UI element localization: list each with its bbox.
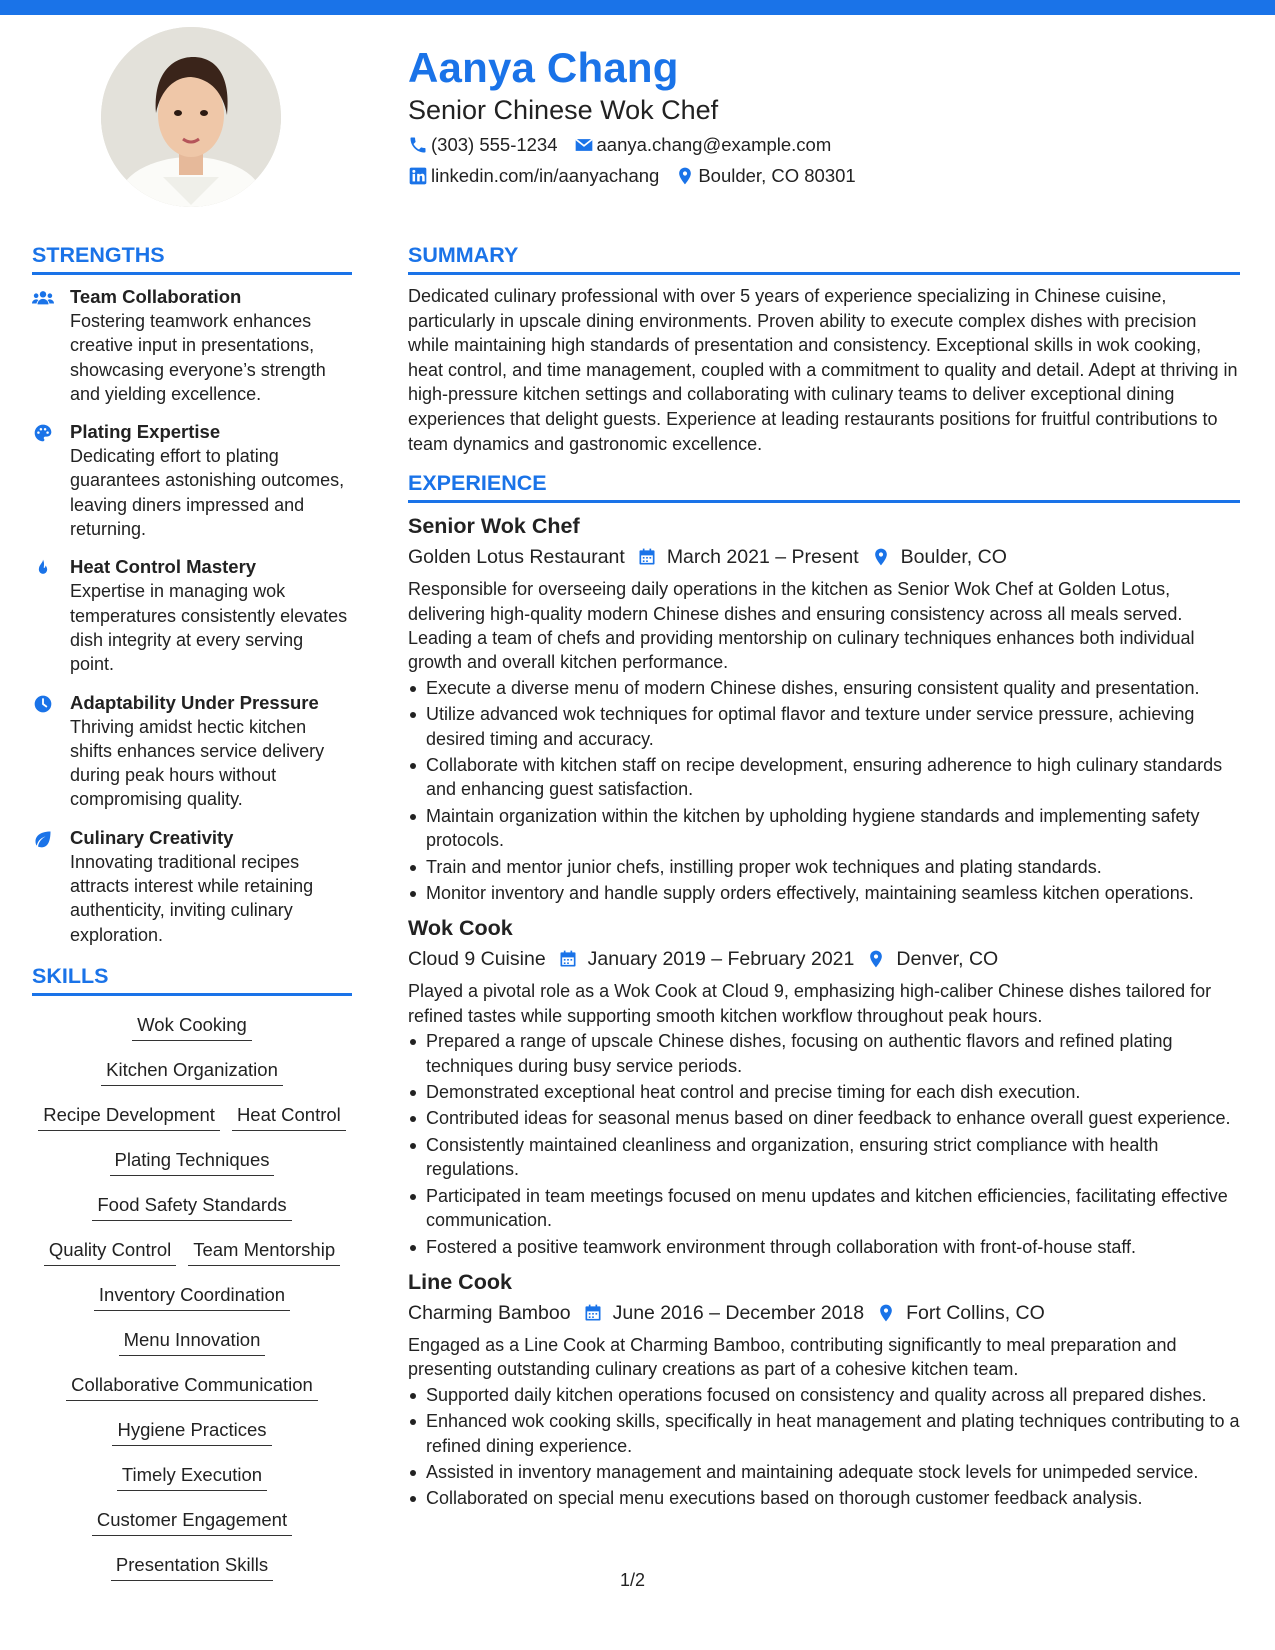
calendar-icon — [558, 949, 578, 969]
job-description: Played a pivotal role as a Wok Cook at Cloud 9, emphasizing high-caliber Chinese dishes tailored for refined tastes while supporting smooth kitchen workflow throughout peak hours. — [408, 981, 1212, 1026]
strength-item — [32, 285, 352, 406]
linkedin-contact — [408, 165, 659, 187]
strength-item — [32, 691, 352, 812]
job-description: Responsible for overseeing daily operations in the kitchen as Senior Wok Chef at Golden Lotus, delivering high-quality modern Chinese dishes and ensuring consistency across all meals served. Leading a team of chefs and providing mentorship on culinary techniques enhances both individual growth and overall kitchen performance. — [408, 579, 1195, 673]
skill-tag: Customer Engagement — [92, 1509, 292, 1536]
skills-heading: SKILLS — [32, 961, 352, 996]
job-bullet: Collaborate with kitchen staff on recipe development, ensuring adherence to high culinary standards and enhancing guest satisfaction. — [408, 753, 1240, 802]
job-company: Charming Bamboo — [408, 1301, 571, 1324]
candidate-title: Senior Chinese Wok Chef — [408, 95, 719, 125]
skill-tag: Presentation Skills — [111, 1554, 273, 1581]
skills-list — [32, 1008, 352, 1593]
email-link[interactable]: aanya.chang@example.com — [596, 134, 832, 155]
job-entry — [408, 512, 1240, 905]
summary-text: Dedicated culinary professional with over 5 years of experience specializing in Chinese cuisine, particularly in upscale dining environments. Proven ability to execute complex dishes with precision while maintaining high standards of presentation and consistency. Exceptional skills in wok cooking, heat control, and time management, coupled with a commitment to quality and detail. Adept at thriving in high-pressure kitchen settings and collaborating with culinary teams to deliver exceptional dining experiences that delight guests. Experience at leading restaurants positions for fruitful contributions to team dynamics and gastronomic excellence. — [408, 286, 1238, 454]
job-location: Boulder, CO — [900, 546, 1007, 569]
location-text: Boulder, CO 80301 — [698, 165, 856, 186]
strengths-list — [32, 285, 352, 947]
job-bullets — [408, 1029, 1240, 1259]
skill-tag: Food Safety Standards — [92, 1194, 291, 1221]
strength-item — [32, 555, 352, 676]
skill-tag: Hygiene Practices — [112, 1419, 271, 1446]
job-bullets — [408, 1383, 1240, 1511]
job-bullet: Supported daily kitchen operations focused on consistency and quality across all prepared dishes. — [408, 1383, 1240, 1407]
job-bullet: Utilize advanced wok techniques for optimal flavor and texture under service pressure, achieving desired timing and accuracy. — [408, 702, 1240, 751]
contact-row-1 — [408, 133, 1228, 157]
map-pin-icon — [871, 547, 891, 567]
job-location: Fort Collins, CO — [906, 1301, 1045, 1324]
strength-desc: Innovating traditional recipes attracts interest while retaining authenticity, inviting culinary exploration. — [70, 851, 314, 945]
job-entry — [408, 914, 1240, 1258]
job-bullet: Participated in team meetings focused on menu updates and kitchen efficiencies, facilitating effective communication. — [408, 1184, 1240, 1233]
candidate-name: Aanya Chang — [408, 44, 679, 91]
palette-icon — [32, 423, 54, 443]
job-bullet: Consistently maintained cleanliness and organization, ensuring strict compliance with health regulations. — [408, 1133, 1240, 1182]
linkedin-link[interactable]: linkedin.com/in/aanyachang — [431, 165, 660, 186]
left-column — [32, 240, 352, 1593]
job-entry — [408, 1268, 1240, 1511]
job-bullet: Demonstrated exceptional heat control and precise timing for each dish execution. — [408, 1080, 1240, 1104]
page-indicator: 1/2 — [620, 1570, 646, 1590]
users-icon — [32, 288, 54, 308]
strength-item — [32, 420, 352, 541]
job-dates: June 2016 – December 2018 — [612, 1301, 865, 1324]
strength-desc: Fostering teamwork enhances creative input in presentations, showcasing everyone’s strength and yielding excellence. — [70, 311, 326, 404]
job-bullet: Maintain organization within the kitchen by upholding hygiene standards and implementing safety protocols. — [408, 804, 1240, 853]
summary-heading: SUMMARY — [408, 240, 1240, 275]
strength-title: Culinary Creativity — [70, 826, 234, 848]
map-pin-icon — [675, 166, 695, 186]
map-pin-icon — [866, 949, 886, 969]
map-pin-icon — [876, 1303, 896, 1323]
job-location: Denver, CO — [896, 948, 999, 971]
job-title: Line Cook — [408, 1269, 512, 1294]
job-dates: March 2021 – Present — [666, 546, 859, 569]
strengths-heading: STRENGTHS — [32, 240, 352, 275]
skill-tag: Heat Control — [232, 1104, 346, 1131]
skill-tag: Menu Innovation — [119, 1329, 266, 1356]
resume-header — [408, 42, 1228, 188]
top-accent-bar — [0, 0, 1275, 15]
fire-icon — [32, 558, 54, 578]
job-meta — [408, 945, 1240, 973]
job-bullet: Assisted in inventory management and maintaining adequate stock levels for unimpeded service. — [408, 1460, 1240, 1484]
strength-desc: Dedicating effort to plating guarantees astonishing outcomes, leaving diners impressed and returning. — [70, 446, 345, 540]
linkedin-icon — [408, 166, 428, 186]
strength-desc: Thriving amidst hectic kitchen shifts enhances service delivery during peak hours without compromising quality. — [70, 716, 325, 810]
job-bullets — [408, 676, 1240, 906]
job-bullet: Enhanced wok cooking skills, specifically in heat management and plating techniques contributing to a refined dining experience. — [408, 1409, 1240, 1458]
job-bullet: Monitor inventory and handle supply orders effectively, maintaining seamless kitchen operations. — [408, 881, 1240, 905]
skill-tag: Collaborative Communication — [66, 1374, 318, 1401]
strength-title: Plating Expertise — [70, 421, 221, 443]
skill-tag: Wok Cooking — [132, 1014, 252, 1041]
experience-heading: EXPERIENCE — [408, 468, 1240, 503]
job-bullet: Prepared a range of upscale Chinese dishes, focusing on authentic flavors and refined plating techniques during busy service periods. — [408, 1029, 1240, 1078]
clock-icon — [32, 694, 54, 714]
skill-tag: Team Mentorship — [188, 1239, 340, 1266]
email-contact — [574, 134, 832, 156]
skill-tag: Inventory Coordination — [94, 1284, 290, 1311]
job-bullet: Contributed ideas for seasonal menus based on diner feedback to enhance overall guest experience. — [408, 1106, 1240, 1130]
contact-row-2 — [408, 164, 1228, 188]
strength-desc: Expertise in managing wok temperatures consistently elevates dish integrity at every serving point. — [70, 581, 348, 675]
job-meta — [408, 543, 1240, 571]
job-dates: January 2019 – February 2021 — [587, 948, 855, 971]
job-bullet: Fostered a positive teamwork environment through collaboration with front-of-house staff. — [408, 1235, 1240, 1259]
leaf-icon — [32, 829, 54, 849]
skill-tag: Quality Control — [44, 1239, 176, 1266]
right-column — [408, 240, 1240, 1513]
envelope-icon — [574, 135, 594, 155]
job-title: Senior Wok Chef — [408, 514, 580, 539]
job-bullet: Collaborated on special menu executions based on thorough customer feedback analysis. — [408, 1486, 1240, 1510]
profile-photo — [101, 27, 281, 207]
phone-icon — [408, 135, 428, 155]
phone-contact — [408, 134, 558, 156]
strength-title: Adaptability Under Pressure — [70, 691, 319, 713]
strength-title: Heat Control Mastery — [70, 556, 257, 578]
job-description: Engaged as a Line Cook at Charming Bamboo, contributing significantly to meal preparation and presenting outstanding culinary creations as part of a cohesive kitchen team. — [408, 1334, 1177, 1380]
job-bullet: Execute a diverse menu of modern Chinese dishes, ensuring consistent quality and presentation. — [408, 676, 1240, 700]
skill-tag: Kitchen Organization — [101, 1059, 283, 1086]
skill-tag: Recipe Development — [38, 1104, 220, 1131]
avatar — [101, 27, 281, 207]
phone-number: (303) 555-1234 — [431, 134, 558, 155]
skill-tag: Plating Techniques — [110, 1149, 275, 1176]
strength-title: Team Collaboration — [70, 286, 242, 307]
job-meta — [408, 1299, 1240, 1327]
skill-tag: Timely Execution — [117, 1464, 267, 1491]
job-title: Wok Cook — [408, 916, 513, 941]
job-company: Cloud 9 Cuisine — [408, 948, 546, 971]
job-bullet: Train and mentor junior chefs, instilling proper wok techniques and plating standards. — [408, 855, 1240, 879]
location-contact — [675, 165, 855, 187]
calendar-icon — [583, 1303, 603, 1323]
job-company: Golden Lotus Restaurant — [408, 546, 625, 569]
calendar-icon — [637, 547, 657, 567]
strength-item — [32, 826, 352, 947]
